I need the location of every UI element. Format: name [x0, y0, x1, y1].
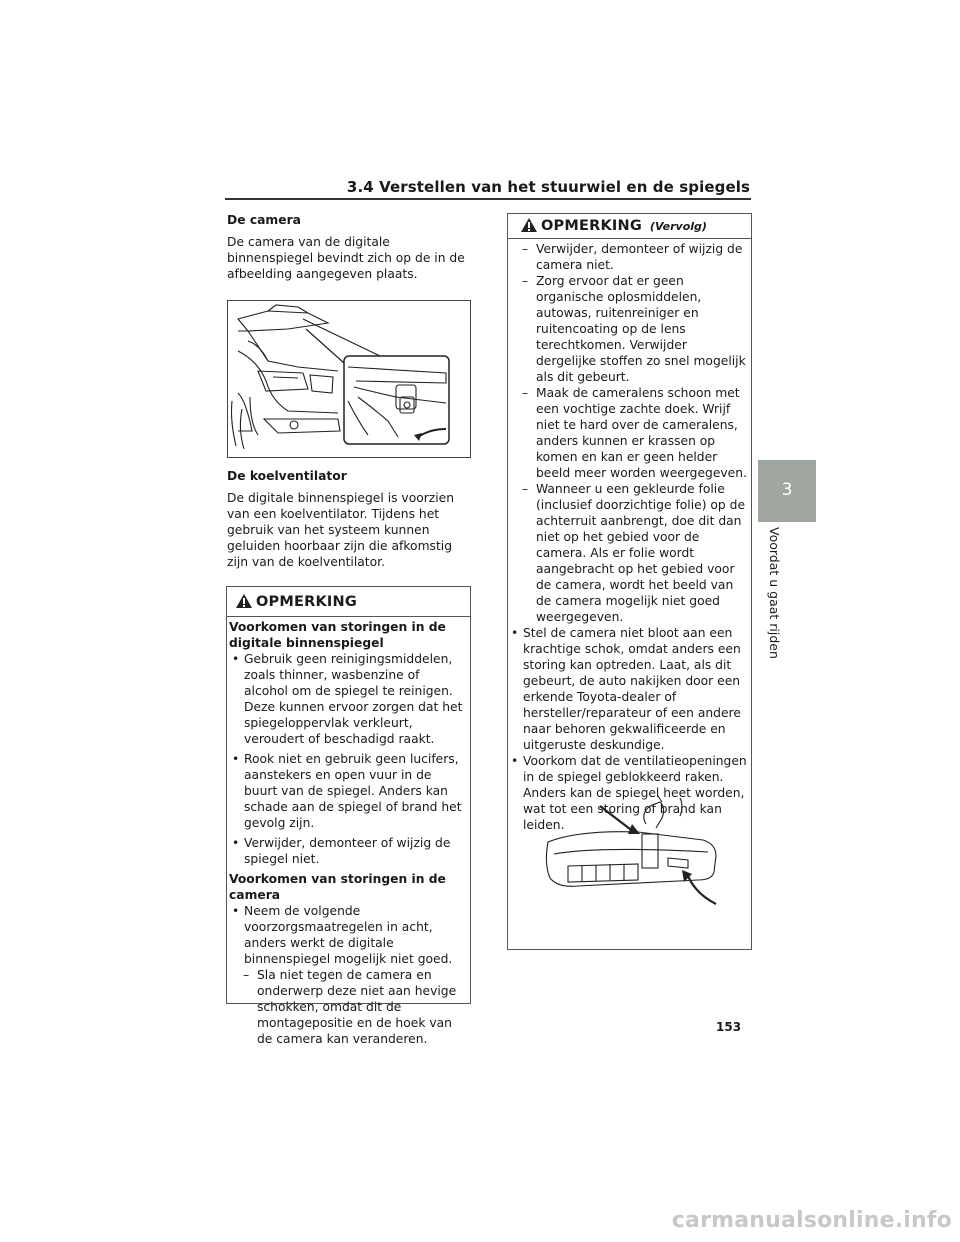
notice-box-continued: [507, 213, 752, 950]
warning-icon: [235, 593, 253, 609]
notice-subitem: – Wanneer u een gekleurde folie (inclusief doorzichtige folie) op de achterruit aanbrengt, doe dit dan niet op het gebied voor de camera. Als er folie wordt aangebracht op het gebied voor de camera, wordt het beeld van de camera mogelijk niet goed weergegeven.: [508, 481, 747, 625]
car-rear-camera-drawing: [228, 301, 470, 457]
notice-continued-label: (Vervolg): [649, 220, 707, 233]
fan-heading: De koelventilator: [227, 469, 347, 483]
notice-item: • Gebruik geen reinigingsmiddelen, zoals thinner, wasbenzine of alcohol om de spiegel te reinigen. Deze kunnen ervoor zorgen dat het spiegeloppervlak verkleurt, veroudert of beschadigd raakt.: [229, 651, 466, 747]
notice-title: OPMERKING: [541, 218, 642, 234]
page-number: 153: [716, 1020, 742, 1034]
notice-header: [227, 587, 470, 617]
notice-item: • Voorkom dat de ventilatieopeningen in de spiegel geblokkeerd raken. Anders kan de spiegel heet worden, wat tot een storing of brand kan leiden.: [508, 753, 747, 833]
header-divider: [225, 198, 751, 200]
camera-text: De camera van de digitale binnenspiegel bevindt zich op de in de afbeelding aangegeven plaats.: [227, 235, 465, 281]
chapter-number: 3: [781, 480, 793, 500]
notice-item: • Rook niet en gebruik geen lucifers, aanstekers en open vuur in de buurt van de spiegel. Anders kan schade aan de spiegel of brand het gevolg zijn.: [229, 751, 466, 831]
notice-subitem: – Sla niet tegen de camera en onderwerp deze niet aan hevige schokken, omdat dit de montagepositie en de hoek van de camera kan veranderen.: [229, 967, 466, 1047]
notice-subitem: – Maak de cameralens schoon met een vochtige zachte doek. Wrijf niet te hard over de cameralens, anders kunnen er krassen op komen en kan er geen helder beeld meer worden weergegeven.: [508, 385, 747, 481]
notice-item: • Neem de volgende voorzorgsmaatregelen in acht, anders werkt de digitale binnenspiegel mogelijk niet goed.: [229, 903, 466, 967]
notice-box: [226, 586, 471, 1046]
camera-location-illustration: [227, 300, 471, 458]
section-title: 3.4 Verstellen van het stuurwiel en de spiegels: [346, 178, 750, 196]
notice-subitem: – Zorg ervoor dat er geen organische oplosmiddelen, autowas, ruitenreiniger en ruitencoating op de lens terechtkomen. Verwijder dergelijke stoffen zo snel mogelijk als dit gebeurt.: [508, 273, 747, 385]
notice-subitem: – Verwijder, demonteer of wijzig de camera niet.: [508, 241, 747, 273]
fan-text: De digitale binnenspiegel is voorzien van een koelventilator. Tijdens het gebruik van het systeem kunnen geluiden hoorbaar zijn die afkomstig zijn van de koelventilator.: [227, 491, 455, 569]
notice-subheading-mirror: Voorkomen van storingen in de digitale binnenspiegel: [229, 620, 446, 650]
camera-heading: De camera: [227, 213, 301, 227]
chapter-label: Voordat u gaat rijden: [767, 527, 782, 659]
notice-subheading-camera: Voorkomen van storingen in de camera: [229, 872, 446, 902]
warning-icon: [520, 217, 538, 233]
notice-title: OPMERKING: [256, 594, 357, 610]
mirror-vents-illustration: [538, 794, 728, 924]
notice-item: • Stel de camera niet bloot aan een krachtige schok, omdat anders een storing kan optreden. Laat, als dit gebeurt, de auto nakijken door een erkende Toyota-dealer of hersteller/reparateur of een andere naar behoren gekwalificeerde en uitgeruste deskundige.: [508, 625, 747, 753]
notice-header: [508, 214, 751, 239]
watermark: carmanualsonline.info: [671, 1208, 952, 1233]
notice-item: • Verwijder, demonteer of wijzig de spiegel niet.: [229, 835, 466, 867]
